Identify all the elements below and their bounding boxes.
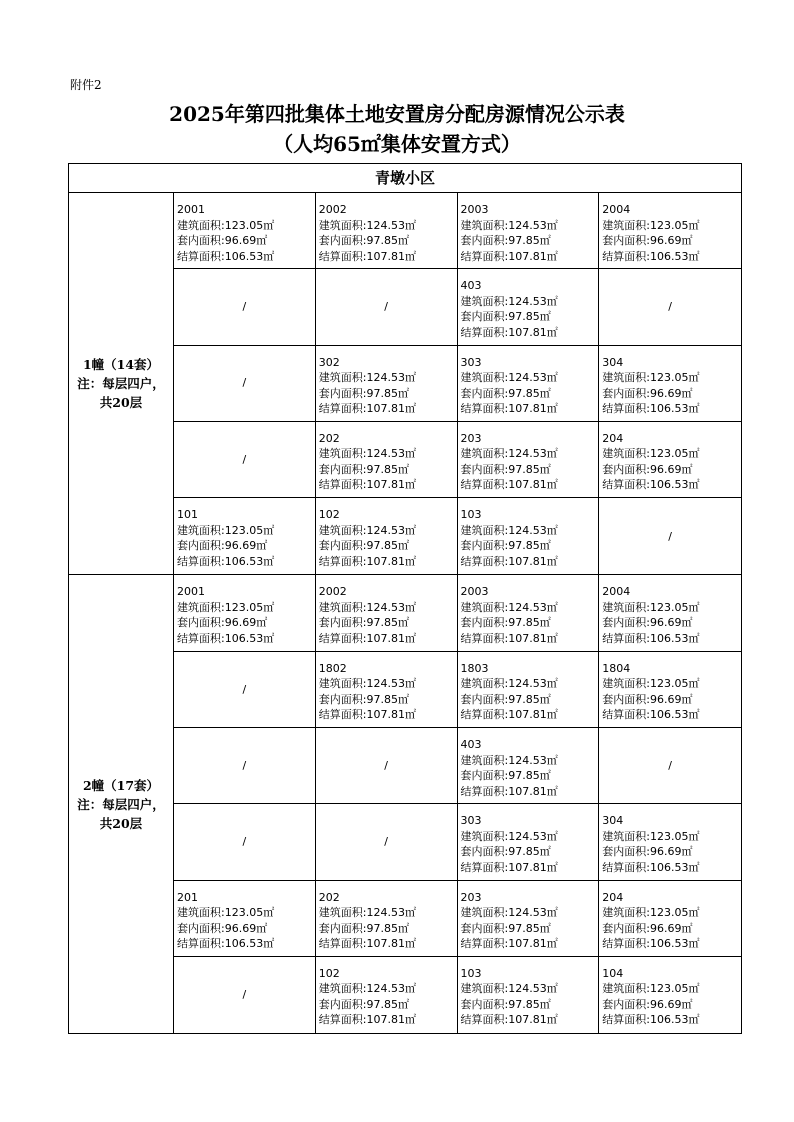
floor-row	[174, 346, 741, 422]
building-area: 建筑面积:124.53㎡	[460, 677, 558, 691]
buildings-container	[69, 193, 741, 1033]
empty-unit-cell	[599, 269, 741, 344]
unit-cell	[174, 881, 316, 956]
inner-area: 套内面积:97.85㎡	[318, 692, 409, 706]
unit-number: 102	[318, 966, 340, 980]
unit-cell	[599, 804, 741, 879]
unit-number: 102	[318, 508, 340, 522]
unit-number: 202	[318, 890, 340, 904]
empty-mark: /	[242, 376, 247, 390]
inner-area: 套内面积:97.85㎡	[318, 997, 409, 1011]
building-area: 建筑面积:124.53㎡	[318, 218, 416, 232]
empty-mark: /	[242, 758, 247, 772]
empty-unit-cell	[174, 652, 316, 727]
settlement-area: 结算面积:107.81㎡	[460, 708, 558, 722]
building-area: 建筑面积:124.53㎡	[460, 523, 558, 537]
unit-number: 104	[602, 966, 624, 980]
inner-area: 套内面积:96.69㎡	[602, 386, 693, 400]
empty-mark: /	[668, 300, 672, 314]
unit-number: 2001	[177, 585, 205, 599]
building-area: 建筑面积:124.53㎡	[318, 600, 416, 614]
building-area: 建筑面积:123.05㎡	[602, 906, 700, 920]
empty-unit-cell	[174, 269, 316, 344]
building-area: 建筑面积:123.05㎡	[602, 218, 700, 232]
empty-unit-cell	[174, 957, 316, 1033]
unit-number: 2003	[460, 585, 489, 599]
building-label-line: 2幢（17套）	[82, 777, 160, 793]
empty-mark: /	[242, 452, 247, 466]
inner-area: 套内面积:97.85㎡	[460, 310, 551, 324]
floor-row	[174, 652, 741, 728]
building-area: 建筑面积:124.53㎡	[460, 218, 558, 232]
settlement-area: 结算面积:107.81㎡	[318, 631, 416, 645]
settlement-area: 结算面积:106.53㎡	[602, 860, 700, 874]
settlement-area: 结算面积:107.81㎡	[460, 325, 558, 339]
building-label-line: 注：每层四户，	[77, 796, 165, 812]
unit-cell	[599, 422, 741, 497]
unit-number: 202	[318, 431, 340, 445]
inner-area: 套内面积:97.85㎡	[318, 921, 409, 935]
unit-number: 203	[460, 431, 482, 445]
floor-row	[174, 575, 741, 651]
unit-number: 103	[460, 966, 482, 980]
inner-area: 套内面积:97.85㎡	[460, 692, 551, 706]
unit-cell	[316, 652, 458, 727]
building-area: 建筑面积:124.53㎡	[318, 523, 416, 537]
inner-area: 套内面积:96.69㎡	[177, 616, 268, 630]
unit-number: 303	[460, 355, 482, 369]
settlement-area: 结算面积:107.81㎡	[460, 554, 558, 568]
unit-number: 201	[177, 890, 198, 904]
empty-mark: /	[242, 835, 247, 849]
unit-cell	[458, 881, 600, 956]
building-area: 建筑面积:123.05㎡	[602, 982, 700, 996]
settlement-area: 结算面积:107.81㎡	[460, 784, 558, 798]
building-label-line: 注：每层四户，	[77, 376, 165, 392]
settlement-area: 结算面积:107.81㎡	[460, 860, 558, 874]
building-area: 建筑面积:124.53㎡	[460, 600, 558, 614]
floor-row	[174, 804, 741, 880]
unit-cell	[599, 575, 741, 650]
inner-area: 套内面积:96.69㎡	[602, 997, 693, 1011]
inner-area: 套内面积:97.85㎡	[460, 616, 551, 630]
unit-number: 1803	[460, 661, 489, 675]
settlement-area: 结算面积:107.81㎡	[318, 478, 416, 492]
unit-number: 2004	[602, 203, 631, 216]
floor-row	[174, 957, 741, 1033]
floor-row	[174, 881, 741, 957]
attachment-label: 附件2	[70, 78, 102, 92]
unit-cell	[458, 422, 600, 497]
settlement-area: 结算面积:107.81㎡	[460, 1013, 558, 1027]
unit-number: 304	[602, 355, 624, 369]
building-block	[69, 193, 741, 575]
settlement-area: 结算面积:107.81㎡	[460, 937, 558, 951]
unit-number: 2001	[177, 203, 205, 216]
inner-area: 套内面积:96.69㎡	[177, 921, 268, 935]
empty-unit-cell	[174, 422, 316, 497]
unit-cell	[458, 193, 600, 268]
settlement-area: 结算面积:107.81㎡	[460, 402, 558, 416]
settlement-area: 结算面积:106.53㎡	[602, 249, 700, 263]
unit-number: 2004	[602, 585, 631, 599]
empty-mark: /	[668, 529, 672, 543]
building-area: 建筑面积:123.05㎡	[602, 677, 700, 691]
unit-grid	[174, 193, 741, 574]
settlement-area: 结算面积:106.53㎡	[602, 1013, 700, 1027]
empty-mark: /	[384, 835, 388, 849]
settlement-area: 结算面积:106.53㎡	[602, 478, 700, 492]
building-label-text	[77, 776, 165, 833]
inner-area: 套内面积:96.69㎡	[177, 539, 268, 553]
building-label-line: 1幢（14套）	[82, 357, 160, 373]
unit-cell	[458, 498, 600, 574]
community-header: 青墩小区	[69, 164, 741, 193]
unit-number: 302	[318, 355, 340, 369]
empty-unit-cell	[174, 346, 316, 421]
floor-row	[174, 498, 741, 574]
empty-unit-cell	[599, 728, 741, 803]
unit-cell	[599, 193, 741, 268]
unit-number: 303	[460, 814, 482, 828]
inner-area: 套内面积:97.85㎡	[460, 539, 551, 553]
unit-cell	[174, 498, 316, 574]
building-area: 建筑面积:123.05㎡	[602, 447, 700, 461]
empty-mark: /	[242, 988, 247, 1002]
building-area: 建筑面积:124.53㎡	[460, 371, 558, 385]
building-area: 建筑面积:123.05㎡	[602, 829, 700, 843]
empty-unit-cell	[316, 804, 458, 879]
building-area: 建筑面积:124.53㎡	[460, 982, 558, 996]
unit-cell	[599, 346, 741, 421]
unit-number: 403	[460, 738, 482, 752]
floor-row	[174, 422, 741, 498]
unit-cell	[458, 346, 600, 421]
unit-cell	[458, 652, 600, 727]
building-area: 建筑面积:124.53㎡	[460, 906, 558, 920]
unit-cell	[174, 193, 316, 268]
inner-area: 套内面积:97.85㎡	[460, 386, 551, 400]
empty-unit-cell	[174, 728, 316, 803]
inner-area: 套内面积:96.69㎡	[602, 616, 693, 630]
floor-row	[174, 193, 741, 269]
inner-area: 套内面积:96.69㎡	[602, 692, 693, 706]
settlement-area: 结算面积:107.81㎡	[460, 631, 558, 645]
building-area: 建筑面积:124.53㎡	[460, 447, 558, 461]
unit-cell	[316, 193, 458, 268]
settlement-area: 结算面积:107.81㎡	[318, 402, 416, 416]
building-area: 建筑面积:123.05㎡	[177, 600, 275, 614]
building-area: 建筑面积:123.05㎡	[177, 523, 275, 537]
inner-area: 套内面积:96.69㎡	[602, 921, 693, 935]
unit-cell	[458, 269, 600, 344]
building-area: 建筑面积:124.53㎡	[318, 371, 416, 385]
inner-area: 套内面积:97.85㎡	[460, 997, 551, 1011]
unit-number: 1804	[602, 661, 631, 675]
inner-area: 套内面积:97.85㎡	[318, 616, 409, 630]
floor-row	[174, 728, 741, 804]
unit-number: 304	[602, 814, 624, 828]
unit-number: 1802	[318, 661, 347, 675]
housing-table	[68, 163, 742, 1034]
unit-cell	[316, 881, 458, 956]
unit-grid	[174, 575, 741, 1033]
settlement-area: 结算面积:107.81㎡	[318, 554, 416, 568]
inner-area: 套内面积:97.85㎡	[460, 769, 551, 783]
empty-mark: /	[242, 682, 247, 696]
unit-cell	[458, 575, 600, 650]
settlement-area: 结算面积:106.53㎡	[177, 249, 275, 263]
unit-cell	[458, 957, 600, 1033]
unit-cell	[458, 728, 600, 803]
unit-cell	[316, 957, 458, 1033]
unit-number: 203	[460, 890, 482, 904]
unit-number: 204	[602, 431, 624, 445]
building-area: 建筑面积:124.53㎡	[318, 677, 416, 691]
building-label	[69, 193, 174, 574]
unit-cell	[316, 346, 458, 421]
inner-area: 套内面积:97.85㎡	[460, 921, 551, 935]
empty-unit-cell	[599, 498, 741, 574]
settlement-area: 结算面积:107.81㎡	[460, 478, 558, 492]
unit-number: 103	[460, 508, 482, 522]
empty-mark: /	[384, 300, 388, 314]
building-label-line: 共20层	[99, 395, 143, 411]
inner-area: 套内面积:97.85㎡	[460, 234, 551, 247]
building-area: 建筑面积:124.53㎡	[460, 753, 558, 767]
unit-cell	[316, 422, 458, 497]
page-title: 2025年第四批集体土地安置房分配房源情况公示表	[169, 102, 625, 126]
unit-number: 2002	[318, 585, 347, 599]
unit-cell	[174, 575, 316, 650]
page-subtitle: （人均65㎡集体安置方式）	[273, 132, 521, 156]
inner-area: 套内面积:97.85㎡	[318, 386, 409, 400]
unit-number: 204	[602, 890, 624, 904]
unit-number: 2003	[460, 203, 489, 216]
unit-cell	[599, 957, 741, 1033]
settlement-area: 结算面积:107.81㎡	[318, 937, 416, 951]
building-label-line: 共20层	[99, 815, 143, 831]
building-area: 建筑面积:123.05㎡	[602, 371, 700, 385]
inner-area: 套内面积:97.85㎡	[460, 845, 551, 859]
settlement-area: 结算面积:106.53㎡	[602, 708, 700, 722]
building-label	[69, 575, 174, 1033]
building-area: 建筑面积:123.05㎡	[177, 218, 275, 232]
building-label-text	[77, 355, 165, 412]
unit-cell	[316, 575, 458, 650]
unit-cell	[599, 881, 741, 956]
empty-mark: /	[384, 758, 388, 772]
settlement-area: 结算面积:107.81㎡	[318, 249, 416, 263]
inner-area: 套内面积:96.69㎡	[602, 845, 693, 859]
inner-area: 套内面积:96.69㎡	[602, 462, 693, 476]
empty-unit-cell	[316, 728, 458, 803]
unit-cell	[458, 804, 600, 879]
settlement-area: 结算面积:106.53㎡	[602, 402, 700, 416]
building-area: 建筑面积:124.53㎡	[460, 294, 558, 308]
floor-row	[174, 269, 741, 345]
settlement-area: 结算面积:107.81㎡	[318, 708, 416, 722]
settlement-area: 结算面积:106.53㎡	[177, 937, 275, 951]
settlement-area: 结算面积:106.53㎡	[177, 554, 275, 568]
settlement-area: 结算面积:106.53㎡	[177, 631, 275, 645]
building-area: 建筑面积:124.53㎡	[318, 906, 416, 920]
settlement-area: 结算面积:106.53㎡	[602, 937, 700, 951]
unit-cell	[316, 498, 458, 574]
unit-cell	[599, 652, 741, 727]
empty-unit-cell	[316, 269, 458, 344]
settlement-area: 结算面积:107.81㎡	[318, 1013, 416, 1027]
unit-number: 101	[177, 508, 198, 522]
empty-unit-cell	[174, 804, 316, 879]
inner-area: 套内面积:96.69㎡	[602, 234, 693, 247]
inner-area: 套内面积:97.85㎡	[318, 462, 409, 476]
settlement-area: 结算面积:106.53㎡	[602, 631, 700, 645]
building-block	[69, 575, 741, 1033]
inner-area: 套内面积:97.85㎡	[318, 234, 409, 247]
inner-area: 套内面积:97.85㎡	[460, 462, 551, 476]
building-area: 建筑面积:123.05㎡	[602, 600, 700, 614]
building-area: 建筑面积:124.53㎡	[318, 447, 416, 461]
inner-area: 套内面积:97.85㎡	[318, 539, 409, 553]
inner-area: 套内面积:96.69㎡	[177, 234, 268, 247]
unit-number: 403	[460, 279, 482, 293]
unit-number: 2002	[318, 203, 347, 216]
building-area: 建筑面积:123.05㎡	[177, 906, 275, 920]
building-area: 建筑面积:124.53㎡	[460, 829, 558, 843]
empty-mark: /	[242, 300, 247, 314]
building-area: 建筑面积:124.53㎡	[318, 982, 416, 996]
empty-mark: /	[668, 758, 672, 772]
settlement-area: 结算面积:107.81㎡	[460, 249, 558, 263]
